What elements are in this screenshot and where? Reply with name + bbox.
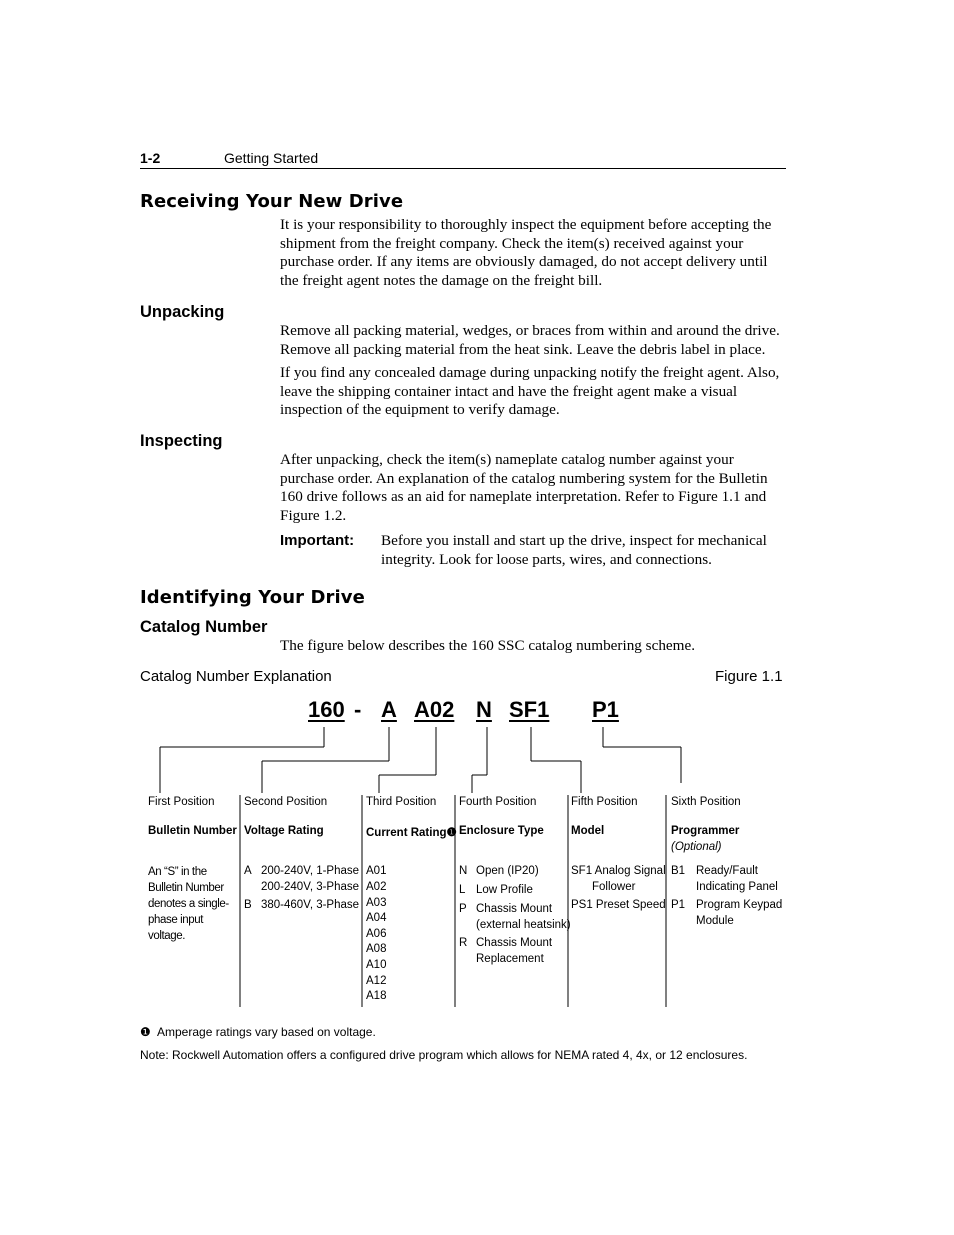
receiving-body: It is your responsibility to thoroughly inspect the equipment before accepting the shipment from the freight company. Check the item(s) received against your purchase order. If any items are obviously damaged, do not accept delivery until the freight agent notes the damage on the freight bill. — [280, 216, 772, 289]
col6-code: P1 — [671, 899, 686, 911]
col2-item-3: 380-460V, 3-Phase — [261, 899, 360, 911]
col2-title: Voltage Rating — [244, 825, 324, 837]
col4-item: Chassis Mount — [476, 903, 553, 915]
col2-code-a: A — [244, 865, 252, 877]
col4-position: Fourth Position — [459, 796, 537, 808]
col3-position: Third Position — [366, 796, 437, 808]
code-n: N — [476, 697, 492, 722]
footnote-amperage: Amperage ratings vary based on voltage. — [157, 1025, 376, 1039]
important-label: Important: — [280, 532, 355, 549]
col3-item: A04 — [366, 912, 387, 924]
code-sf1: SF1 — [509, 697, 550, 722]
figure-caption: Catalog Number Explanation — [140, 668, 332, 685]
figure-number: Figure 1.1 — [715, 668, 783, 685]
col4-item: Chassis Mount — [476, 937, 553, 949]
col5-item: SF1 Analog Signal — [571, 865, 666, 877]
col4-code: N — [459, 865, 468, 877]
col6-item: Ready/Fault — [696, 865, 759, 877]
col3-item: A08 — [366, 943, 387, 955]
unpacking-body-2: If you find any concealed damage during unpacking notify the freight agent. Also, leave the shipping container intact and have the freight agent make a visual inspection of the equipment to verify damage. — [280, 364, 780, 419]
inspecting-body: After unpacking, check the item(s) nameplate catalog number against your purchase order. An explanation of the catalog numbering system for the Bulletin 160 drive follows as an aid for nameplate interpretation. Refer to Figure 1.1 and Figure 1.2. — [280, 451, 768, 524]
col6-item-sub: Indicating Panel — [696, 881, 778, 893]
col3-item: A18 — [366, 990, 387, 1002]
col3-item: A12 — [366, 975, 387, 987]
unpacking-heading: Unpacking — [140, 303, 225, 321]
col3-title: Current Rating❶ — [366, 827, 457, 839]
page-number: 1-2 — [140, 150, 161, 166]
receiving-heading: Receiving Your New Drive — [140, 191, 404, 212]
col6-item: Program Keypad — [696, 899, 783, 911]
col1-position: First Position — [148, 796, 215, 808]
unpacking-body-1: Remove all packing material, wedges, or braces from within and around the drive. Remove all packing material from the heat sink. Leave the debris label in place. — [280, 322, 780, 358]
code-dash: - — [354, 697, 362, 722]
footnote-marker: ❶ — [140, 1025, 151, 1039]
col5-title: Model — [571, 825, 605, 837]
col3-item: A01 — [366, 865, 387, 877]
col4-item-sub: Replacement — [476, 953, 544, 965]
col3-item: A02 — [366, 881, 387, 893]
col4-title: Enclosure Type — [459, 825, 544, 837]
important-text: Before you install and start up the drive, inspect for mechanical integrity. Look for loose parts, wires, and connections. — [381, 532, 767, 568]
col3-item: A06 — [366, 928, 387, 940]
col1-note: An “S” in the Bulletin Number denotes a single-phase input voltage. — [148, 866, 229, 942]
catalog-heading: Catalog Number — [140, 618, 268, 636]
col4-code: R — [459, 937, 468, 949]
col4-code: L — [459, 884, 466, 896]
col1-title: Bulletin Number — [148, 825, 237, 837]
inspecting-heading: Inspecting — [140, 432, 223, 450]
col3-item: A10 — [366, 959, 387, 971]
col4-code: P — [459, 903, 467, 915]
col4-item-sub: (external heatsink) — [476, 919, 571, 931]
col6-title: Programmer — [671, 825, 740, 837]
col5-item-sub: Follower — [592, 881, 636, 893]
identifying-heading: Identifying Your Drive — [140, 587, 365, 608]
code-p1: P1 — [592, 697, 619, 722]
col6-item-sub: Module — [696, 915, 734, 927]
code-a: A — [381, 697, 397, 722]
code-160: 160 — [308, 697, 345, 722]
running-head: Getting Started — [224, 150, 319, 166]
col2-item-1: 200-240V, 1-Phase — [261, 865, 360, 877]
col6-position: Sixth Position — [671, 796, 741, 808]
col3-item: A03 — [366, 897, 387, 909]
catalog-body: The figure below describes the 160 SSC catalog numbering scheme. — [280, 637, 696, 654]
col4-item: Open (IP20) — [476, 865, 539, 877]
col2-item-2: 200-240V, 3-Phase — [261, 881, 360, 893]
col6-subtitle: (Optional) — [671, 841, 722, 853]
col6-code: B1 — [671, 865, 686, 877]
footnote-note: Note: Rockwell Automation offers a configured drive program which allows for NEMA rated 4, 4x, or 12 enclosures. — [140, 1048, 748, 1062]
code-a02: A02 — [414, 697, 455, 722]
col5-item: PS1 Preset Speed — [571, 899, 666, 911]
col2-position: Second Position — [244, 796, 328, 808]
col5-position: Fifth Position — [571, 796, 638, 808]
col2-code-b: B — [244, 899, 252, 911]
col4-item: Low Profile — [476, 884, 533, 896]
